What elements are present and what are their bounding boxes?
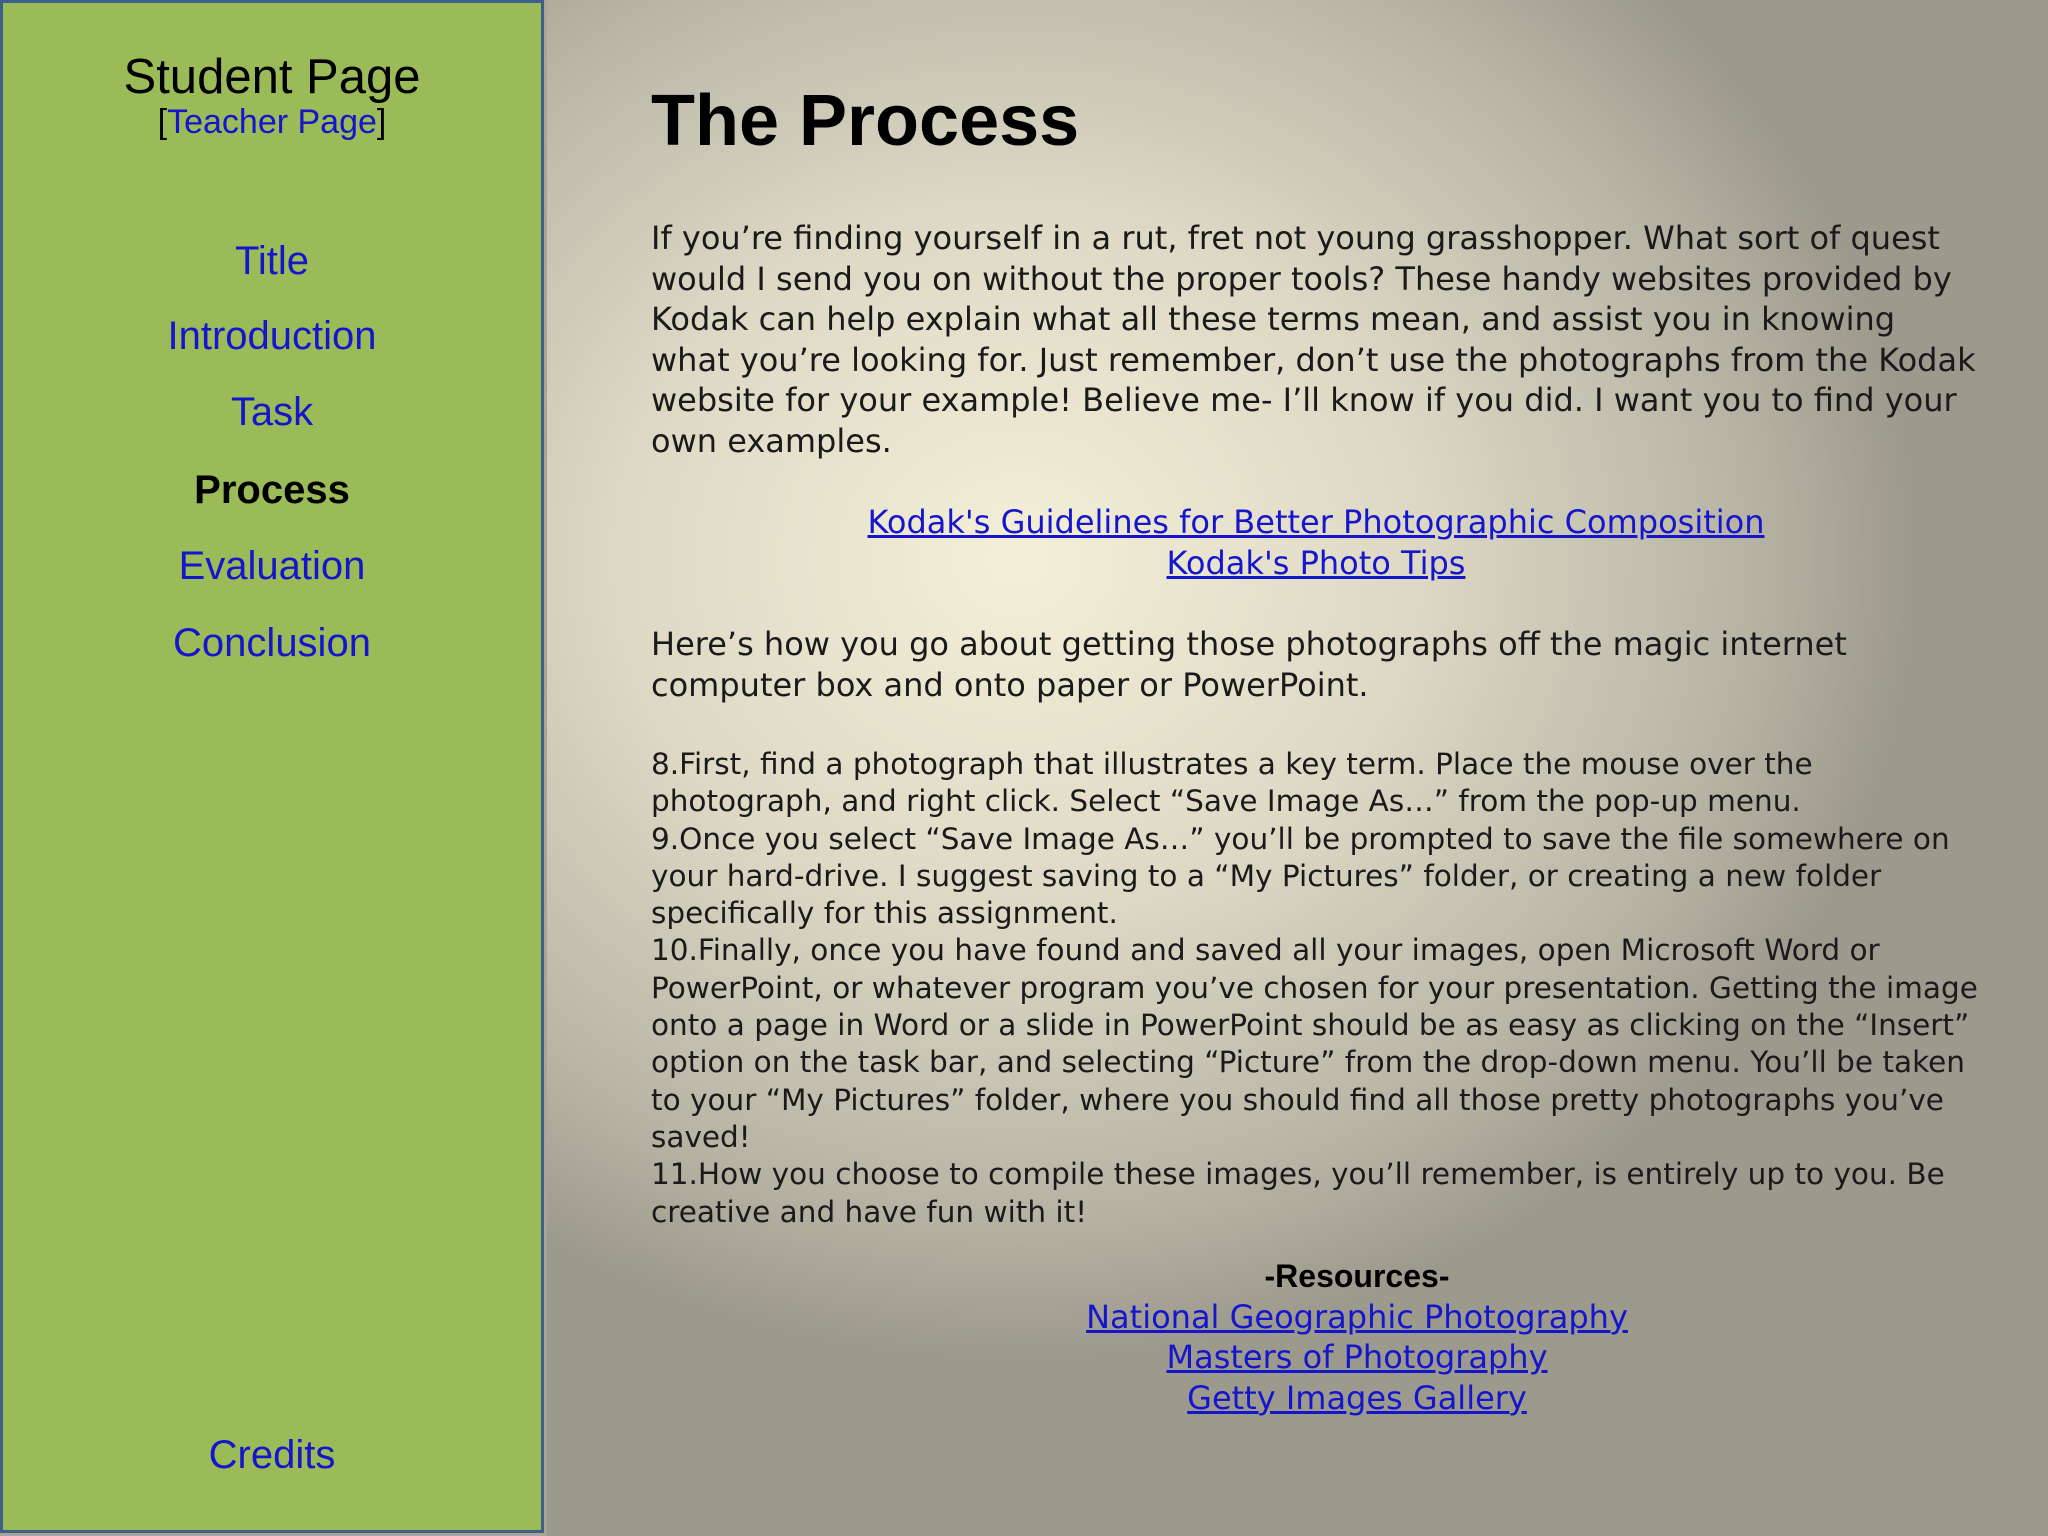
kodak-photo-tips-link[interactable]: Kodak's Photo Tips: [1166, 543, 1466, 582]
student-page-title: Student Page: [123, 50, 421, 104]
masters-of-photography-link[interactable]: Masters of Photography: [1166, 1338, 1548, 1376]
nav-task[interactable]: Task: [230, 390, 314, 434]
step-item: 9.Once you select “Save Image As…” you’ll be prompted to save the file somewhere on your hard-drive. I suggest saving to a “My Pictures” folder, or creating a new folder specifically for this assignment.: [651, 821, 1950, 931]
nav-evaluation[interactable]: Evaluation: [178, 544, 366, 588]
howto-paragraph: Here’s how you go about getting those photographs off the magic internet computer box and onto paper or PowerPoint.: [651, 625, 1847, 704]
kodak-links: [651, 502, 1981, 583]
nav-conclusion[interactable]: Conclusion: [173, 621, 371, 665]
national-geographic-link[interactable]: National Geographic Photography: [1086, 1297, 1628, 1336]
bracket-open: [: [157, 103, 168, 141]
nav-introduction[interactable]: Introduction: [167, 314, 377, 358]
page-title: The Process: [651, 81, 1080, 161]
content-area: [547, 0, 2048, 1536]
getty-images-link[interactable]: Getty Images Gallery: [1187, 1378, 1527, 1417]
intro-paragraph: If you’re finding yourself in a rut, fret not young grasshopper. What sort of quest would I send you on without the proper tools? These handy websites provided by Kodak can help explain what all these terms mean, and assist you in knowing what you’re looking for. Just remember, don’t use the photographs from the Kodak website for your example! Believe me- I’ll know if you did. I want you to find your own examples.: [651, 219, 1976, 460]
nav-process-current: Process: [194, 468, 350, 512]
resources-heading: -Resources-: [1264, 1258, 1450, 1294]
bracket-close: ]: [376, 103, 387, 141]
step-item: 11.How you choose to compile these images, you’ll remember, is entirely up to you. Be creative and have fun with it!: [651, 1157, 1945, 1229]
nav-credits[interactable]: Credits: [208, 1433, 336, 1477]
sidebar-nav: [0, 0, 544, 1533]
step-item: 8.First, find a photograph that illustrates a key term. Place the mouse over the photograph, and right click. Select “Save Image As…” from the pop-up menu.: [651, 747, 1813, 819]
nav-title[interactable]: Title: [234, 239, 310, 283]
steps-list: [651, 746, 1981, 1231]
resources-section: [1007, 1256, 1707, 1418]
teacher-page-line: [3, 103, 541, 142]
teacher-page-link[interactable]: Teacher Page: [167, 103, 377, 141]
step-item: 10.Finally, once you have found and saved all your images, open Microsoft Word or PowerPoint, or whatever program you’ve chosen for your presentation. Getting the image onto a page in Word or a slide in PowerPoint should be as easy as clicking on the “Insert” option on the task bar, and selecting “Picture” from the drop-down menu. You’ll be taken to your “My Pictures” folder, where you should find all those pretty photographs you’ve saved!: [651, 933, 1978, 1154]
kodak-composition-link[interactable]: Kodak's Guidelines for Better Photographic Composition: [867, 503, 1765, 541]
